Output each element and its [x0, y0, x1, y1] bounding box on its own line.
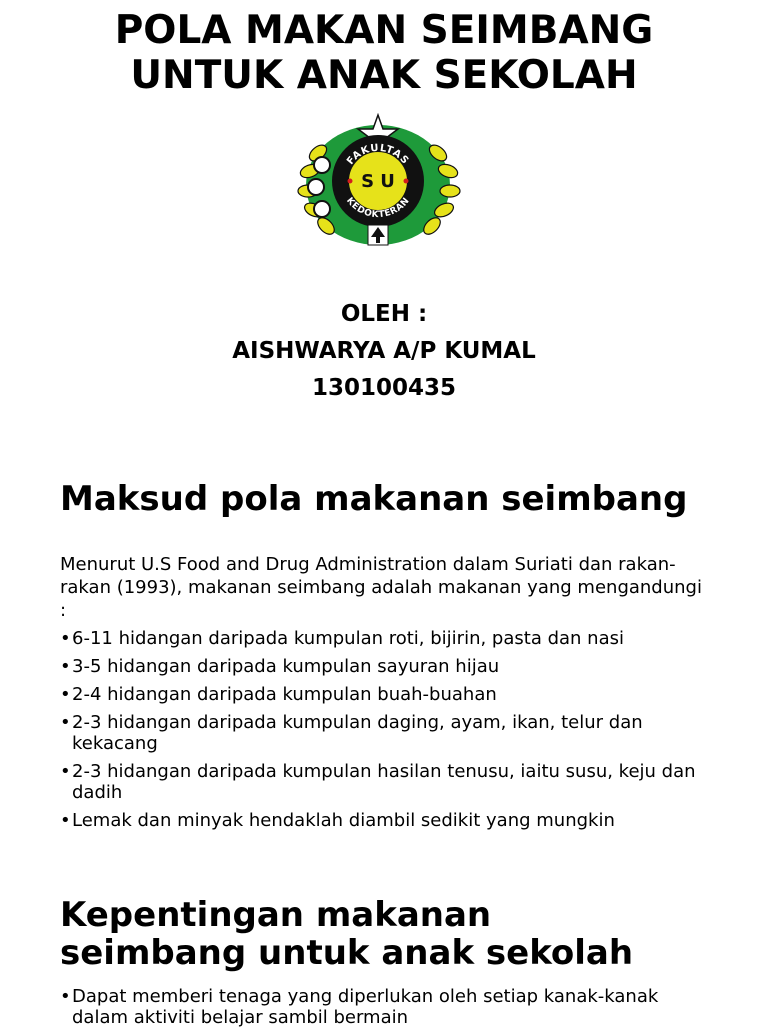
logo-red-dot-left [348, 179, 353, 184]
logo-tree-icon [368, 225, 388, 245]
logo-center-letters: S U [361, 171, 395, 192]
presenter-name: AISHWARYA A/P KUMAL [232, 338, 536, 364]
list-item-text: Lemak dan minyak hendaklah diambil sedikit yang mungkin [72, 810, 615, 831]
presenter-id: 130100435 [311, 375, 457, 401]
list-item [60, 986, 720, 1028]
list-item-text: 6-11 hidangan daripada kumpulan roti, bijirin, pasta dan nasi [72, 628, 624, 649]
section-heading-line-1: Kepentingan makanan [60, 895, 492, 935]
section-heading-kepentingan [60, 896, 633, 972]
presenter-by-label: OLEH : [340, 301, 428, 327]
logo-text-bottom: KEDOKTERAN [344, 195, 412, 221]
title-line-2: UNTUK ANAK SEKOLAH [130, 53, 638, 98]
list-item [60, 628, 720, 649]
list-item-text: 2-3 hidangan daripada kumpulan daging, ayam, ikan, telur dan kekacang [72, 712, 643, 754]
list-item-text: 3-5 hidangan daripada kumpulan sayuran hijau [72, 656, 500, 677]
list-item [60, 810, 720, 831]
faculty-logo [288, 113, 468, 251]
section-intro-text: Menurut U.S Food and Drug Administration dalam Suriati dan rakan-rakan (1993), makanan seimbang adalah makanan yang mengandungi : [60, 554, 702, 621]
bullet-list-importance [60, 986, 720, 1035]
list-item-text: 2-3 hidangan daripada kumpulan hasilan tenusu, iaitu susu, keju dan dadih [72, 761, 696, 803]
list-item [60, 656, 720, 677]
slide-title [0, 8, 768, 98]
presenter-block [0, 296, 768, 407]
bullet-list-food-groups [60, 628, 720, 838]
bullet-icon: • [60, 810, 71, 831]
title-line-1: POLA MAKAN SEIMBANG [114, 8, 654, 53]
bullet-icon: • [60, 712, 71, 733]
list-item [60, 761, 720, 803]
logo-text-top: FAKULTAS [345, 142, 411, 168]
list-item-text: Dapat memberi tenaga yang diperlukan oleh setiap kanak-kanak dalam aktiviti belajar sambil bermain [72, 986, 659, 1028]
bullet-icon: • [60, 684, 71, 705]
bullet-icon: • [60, 986, 71, 1007]
section-heading-maksud: Maksud pola makanan seimbang [60, 479, 688, 519]
logo-red-dot-right [404, 179, 409, 184]
list-item-text: 2-4 hidangan daripada kumpulan buah-buahan [72, 684, 497, 705]
section-heading-line-2: seimbang untuk anak sekolah [60, 933, 634, 973]
list-item [60, 684, 720, 705]
bullet-icon: • [60, 628, 71, 649]
bullet-icon: • [60, 761, 71, 782]
bullet-icon: • [60, 656, 71, 677]
list-item [60, 712, 720, 754]
